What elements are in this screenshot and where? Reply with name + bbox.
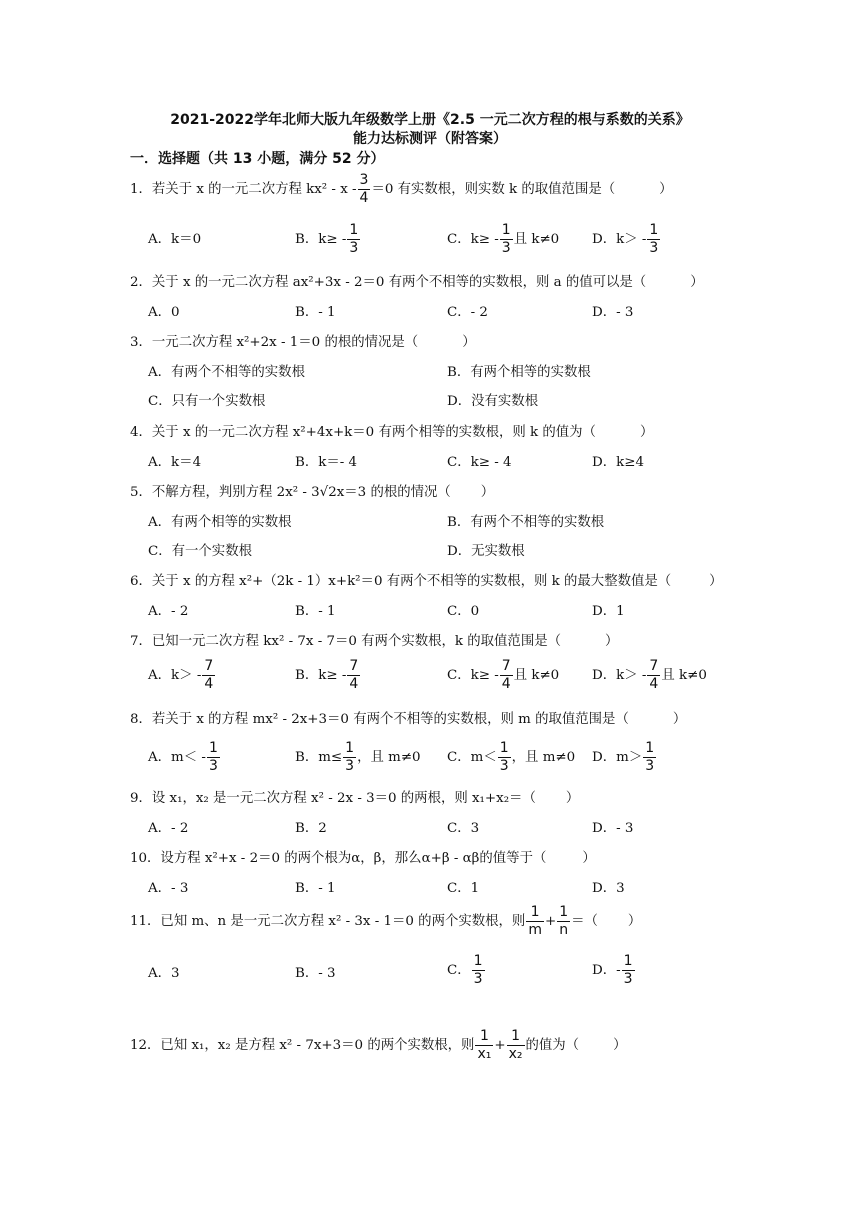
- question-7-option-c: C．k≥ - $\frac{7}{4}$ 且 k≠0: [447, 658, 560, 692]
- question-11-option-b: B．- 3: [295, 966, 336, 981]
- question-6-option-b: B．- 1: [295, 604, 336, 619]
- question-1-stem: 1．若关于 x 的一元二次方程 kx² - x - $\frac{3}{4}$ ＝0 有实数根，则实数 k 的取值范围是（ ）: [130, 172, 673, 206]
- question-2-option-d: D．- 3: [592, 305, 634, 320]
- question-11-stem: 11．已知 m、n 是一元二次方程 x² - 3x - 1＝0 的两个实数根，则 $\frac{1}{m}$ + $\frac{1}{n}$ ＝（ ）: [130, 904, 642, 938]
- fraction: $\frac{7}{4}$: [204, 658, 214, 692]
- question-1-option-c: C．k≥ - $\frac{1}{3}$ 且 k≠0: [447, 222, 560, 256]
- question-12-stem: 12．已知 x₁，x₂ 是方程 x² - 7x+3＝0 的两个实数根，则 $\frac{1}{\text{x₁}}$ + $\frac{1}{\text{x₂}}$ 的值为（ ）: [130, 1028, 627, 1062]
- question-10-stem: 10．设方程 x²+x - 2＝0 的两个根为α，β，那么α+β - αβ的值等于（ ）: [130, 851, 596, 866]
- fraction: $\frac{1}{3}$: [473, 953, 483, 987]
- fraction: $\frac{1}{3}$: [345, 740, 355, 774]
- question-6-stem: 6．关于 x 的方程 x²+（2k - 1）x+k²＝0 有两个不相等的实数根，则 k 的最大整数值是（ ）: [130, 574, 723, 589]
- question-7-stem: 7．已知一元二次方程 kx² - 7x - 7＝0 有两个实数根，k 的取值范围是（ ）: [130, 634, 619, 649]
- fraction: $\frac{1}{3}$: [501, 222, 511, 256]
- question-3-stem: 3．一元二次方程 x²+2x - 1＝0 的根的情况是（ ）: [130, 335, 476, 350]
- fraction: $\frac{1}{3}$: [349, 222, 359, 256]
- question-7-option-a: A．k＞ - $\frac{7}{4}$: [148, 658, 214, 692]
- question-3-option-a: A．有两个不相等的实数根: [148, 365, 305, 380]
- document-title-line2: 能力达标测评（附答案）: [353, 131, 507, 147]
- question-9-option-d: D．- 3: [592, 821, 634, 836]
- question-10-option-d: D．3: [592, 881, 625, 896]
- question-8-option-c: C．m＜ $\frac{1}{3}$ ，且 m≠0: [447, 740, 576, 774]
- fraction: $\frac{7}{4}$: [501, 658, 511, 692]
- question-2-option-c: C．- 2: [447, 305, 488, 320]
- question-3-option-c: C．只有一个实数根: [148, 394, 266, 409]
- question-4-option-d: D．k≥4: [592, 455, 644, 470]
- question-7-option-b: B．k≥ - $\frac{7}{4}$: [295, 658, 359, 692]
- question-11-option-a: A．3: [148, 966, 180, 981]
- question-2-option-b: B．- 1: [295, 305, 336, 320]
- question-11-option-d: D．- $\frac{1}{3}$: [592, 953, 633, 987]
- question-2-stem: 2．关于 x 的一元二次方程 ax²+3x - 2＝0 有两个不相等的实数根，则 a 的值可以是（ ）: [130, 275, 704, 290]
- question-3-option-d: D．没有实数根: [447, 394, 539, 409]
- fraction: $\frac{1}{3}$: [208, 740, 218, 774]
- fraction: $\frac{7}{4}$: [349, 658, 359, 692]
- question-5-stem: 5．不解方程，判别方程 2x² - 3√2x＝3 的根的情况（ ）: [130, 485, 495, 500]
- fraction: $\frac{1}{3}$: [649, 222, 659, 256]
- question-1-option-a: A．k＝0: [148, 232, 202, 247]
- question-5-option-c: C．有一个实数根: [148, 544, 252, 559]
- fraction: $\frac{1}{3}$: [623, 953, 633, 987]
- question-2-option-a: A．0: [148, 305, 180, 320]
- question-4-option-c: C．k≥ - 4: [447, 455, 512, 470]
- question-6-option-d: D．1: [592, 604, 625, 619]
- question-1-option-d: D．k＞ - $\frac{1}{3}$: [592, 222, 659, 256]
- question-6-option-c: C．0: [447, 604, 480, 619]
- fraction: $\frac{1}{m}$: [528, 904, 542, 938]
- question-4-option-a: A．k＝4: [148, 455, 202, 470]
- question-4-stem: 4．关于 x 的一元二次方程 x²+4x+k＝0 有两个相等的实数根，则 k 的值为（ ）: [130, 425, 654, 440]
- question-8-stem: 8．若关于 x 的方程 mx² - 2x+3＝0 有两个不相等的实数根，则 m 的取值范围是（ ）: [130, 712, 687, 727]
- document-title-line1: 2021-2022学年北师大版九年级数学上册《2.5 一元二次方程的根与系数的关系》: [170, 112, 690, 128]
- fraction: $\frac{1}{\text{x₁}}$: [477, 1028, 492, 1062]
- question-10-option-a: A．- 3: [148, 881, 189, 896]
- question-9-option-c: C．3: [447, 821, 480, 836]
- fraction: $\frac{3}{4}$: [359, 172, 369, 206]
- question-9-option-a: A．- 2: [148, 821, 189, 836]
- question-5-option-b: B．有两个不相等的实数根: [447, 515, 605, 530]
- question-11-option-c: C． $\frac{1}{3}$: [447, 953, 483, 987]
- question-10-option-b: B．- 1: [295, 881, 336, 896]
- fraction: $\frac{1}{3}$: [645, 740, 655, 774]
- question-9-stem: 9．设 x₁，x₂ 是一元二次方程 x² - 2x - 3＝0 的两根，则 x₁+x₂＝（ ）: [130, 791, 580, 806]
- question-7-option-d: D．k＞ - $\frac{7}{4}$ 且 k≠0: [592, 658, 707, 692]
- question-6-option-a: A．- 2: [148, 604, 189, 619]
- question-8-option-b: B．m≤ $\frac{1}{3}$ ，且 m≠0: [295, 740, 421, 774]
- section-heading: 一．选择题（共 13 小题，满分 52 分）: [130, 151, 385, 167]
- question-5-option-d: D．无实数根: [447, 544, 525, 559]
- question-1-option-b: B．k≥ - $\frac{1}{3}$: [295, 222, 359, 256]
- fraction: $\frac{1}{\text{x₂}}$: [508, 1028, 523, 1062]
- fraction: $\frac{1}{n}$: [559, 904, 569, 938]
- question-4-option-b: B．k＝- 4: [295, 455, 358, 470]
- fraction: $\frac{1}{3}$: [499, 740, 509, 774]
- question-9-option-b: B．2: [295, 821, 327, 836]
- question-5-option-a: A．有两个相等的实数根: [148, 515, 292, 530]
- fraction: $\frac{7}{4}$: [649, 658, 659, 692]
- question-8-option-d: D．m＞ $\frac{1}{3}$: [592, 740, 655, 774]
- question-10-option-c: C．1: [447, 881, 480, 896]
- question-3-option-b: B．有两个相等的实数根: [447, 365, 591, 380]
- question-8-option-a: A．m＜ - $\frac{1}{3}$: [148, 740, 218, 774]
